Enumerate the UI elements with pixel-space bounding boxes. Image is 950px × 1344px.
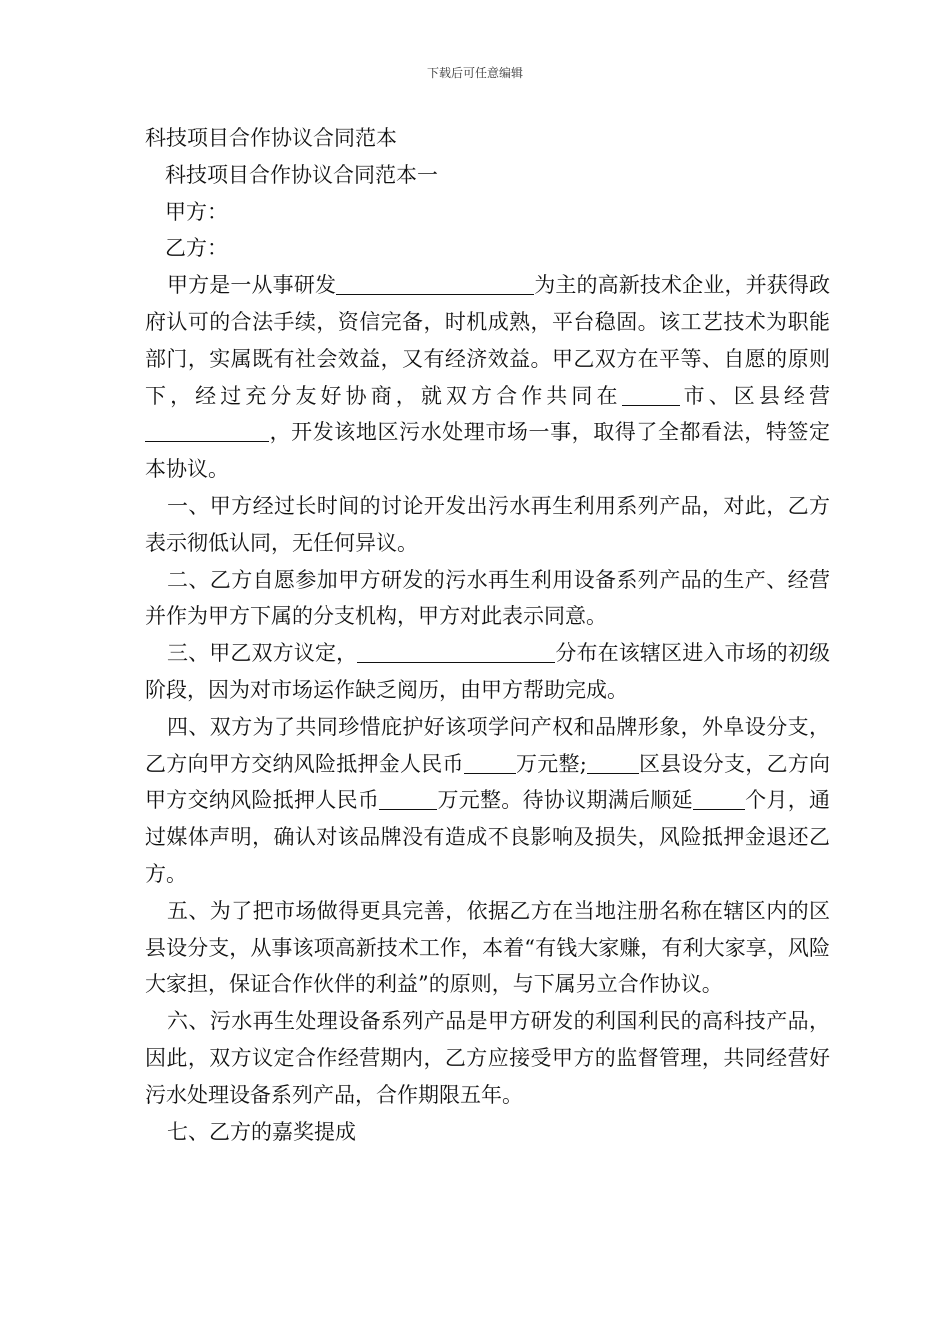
intro-paragraph: 甲方是一从事研发 为主的高新技术企业，并获得政府认可的合法手续，资信完备，时机成熟，平台稳固。该工艺技术为职能部门，实属既有社会效益，又有经济效益。甲乙双方在平等、自愿的原则下，经过充分友好协商，就双方合作共同在 市、区县经营，开发该地区污水处理市场一事，取得了全都看法，特签定本协议。 <box>145 273 831 482</box>
clause-3: 三、甲乙双方议定， 分布在该辖区进入市场的初级阶段，因为对市场运作缺乏阅历，由甲方帮助完成。 <box>145 641 831 702</box>
blank-field <box>379 787 437 810</box>
blank-field <box>145 419 269 442</box>
document-title: 科技项目合作协议合同范本 <box>145 126 397 150</box>
blank-field <box>357 640 555 663</box>
clause-4: 四、双方为了共同珍惜庇护好该项学问产权和品牌形象，外阜设分支，乙方向甲方交纳风险抵押金人民币 万元整; 区县设分支，乙方向甲方交纳风险抵押人民币 万元整。待协议期满后顺延 个月，通过媒体声明，确认对该品牌没有造成不良影响及损失，风险抵押金退还乙方。 <box>145 714 831 886</box>
party-b-label: 乙方： <box>165 236 228 261</box>
blank-field <box>587 751 639 774</box>
clause-7: 七、乙方的嘉奖提成 <box>167 1119 356 1144</box>
blank-field <box>336 272 534 295</box>
clause-2: 二、乙方自愿参加甲方研发的污水再生利用设备系列产品的生产、经营并作为甲方下属的分支机构，甲方对此表示同意。 <box>145 567 830 629</box>
party-a-label: 甲方： <box>165 199 228 224</box>
page-header-note: 下载后可任意编辑 <box>426 66 523 80</box>
clause-1: 一、甲方经过长时间的讨论开发出污水再生利用系列产品，对此，乙方表示彻低认同，无任何异议。 <box>145 493 830 555</box>
blank-field <box>622 383 680 406</box>
clause-5: 五、为了把市场做得更具完善，依据乙方在当地注册名称在辖区内的区县设分支，从事该项高新技术工作，本着“有钱大家赚，有利大家享，风险大家担，保证合作伙伴的利益”的原则，与下属另立合作协议。 <box>145 898 830 997</box>
blank-field <box>464 751 516 774</box>
document-subtitle: 科技项目合作协议合同范本一 <box>165 162 438 187</box>
document-body <box>145 120 830 1150</box>
blank-field <box>693 787 745 810</box>
clause-6: 六、污水再生处理设备系列产品是甲方研发的利国利民的高科技产品，因此，双方议定合作经营期内，乙方应接受甲方的监督管理，共同经营好污水处理设备系列产品，合作期限五年。 <box>145 1009 830 1107</box>
